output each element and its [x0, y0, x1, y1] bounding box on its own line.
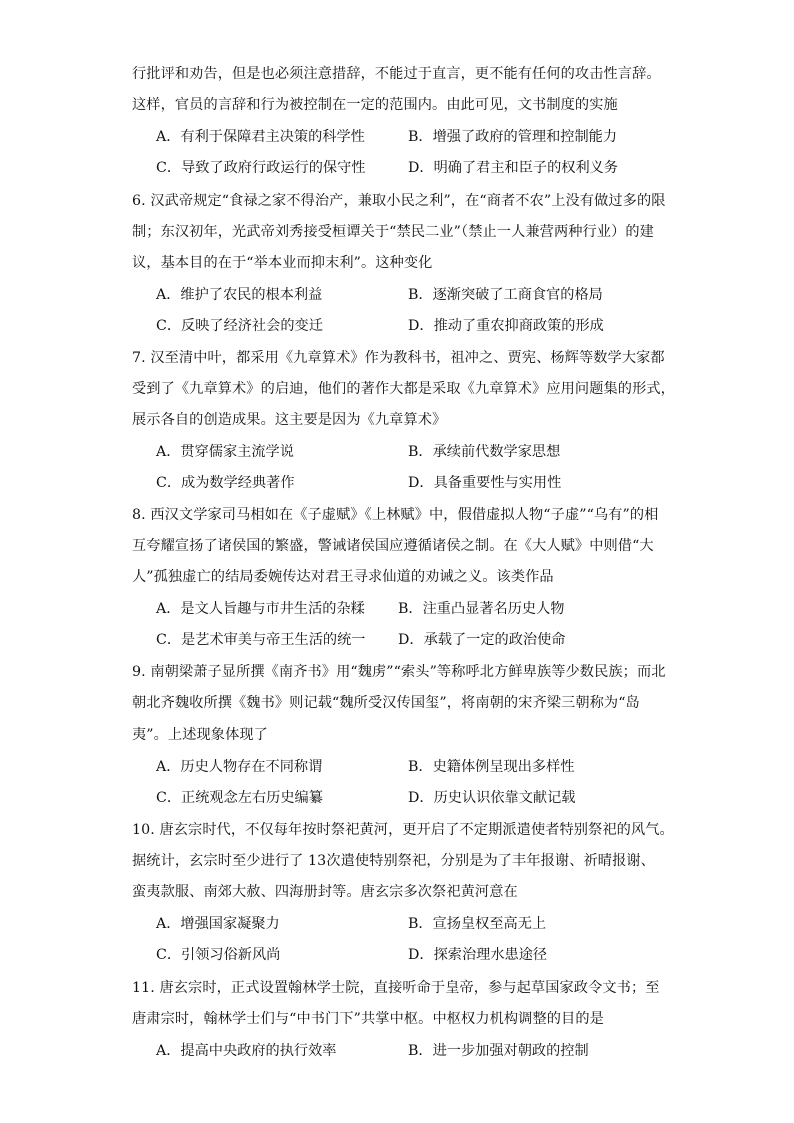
q5-option-b: B．增强了政府的管理和控制能力	[408, 129, 618, 145]
q7-option-a: A．贯穿儒家主流学说	[156, 444, 294, 460]
q9-option-b: B．史籍体例呈现出多样性	[408, 759, 575, 775]
q5-text-line-2: 这样，官员的言辞和行为被控制在一定的范围内。由此可见，文书制度的实施	[132, 97, 618, 113]
q7-option-c: C．成为数学经典著作	[156, 475, 295, 491]
q8-option-a: A．是文人旨趣与市井生活的杂糅	[156, 601, 365, 617]
q10-option-b: B．宣扬皇权至高无上	[408, 916, 547, 932]
q5-option-c: C．导致了政府行政运行的保守性	[156, 160, 366, 176]
q8-option-d: D．承载了一定的政治使命	[398, 632, 566, 648]
q8-text-line-1: 8. 西汉文学家司马相如在《子虚赋》《上林赋》中，假借虚拟人物“子虚”“乌有”的相	[132, 507, 659, 523]
q7-text-line-3: 展示各自的创造成果。这主要是因为《九章算术》	[132, 412, 447, 428]
q6-text-line-3: 议，基本目的在于“举本业而抑末利”。这种变化	[132, 255, 433, 271]
q6-option-c: C．反映了经济社会的变迁	[156, 318, 323, 334]
q9-text-line-2: 朝北齐魏收所撰《魏书》则记载“魏所受汉传国玺”，将南朝的宋齐梁三朝称为“岛	[132, 695, 640, 711]
q7-option-b: B．承续前代数学家思想	[408, 444, 561, 460]
q9-text-line-3: 夷”。上述现象体现了	[132, 727, 268, 743]
q9-option-a: A．历史人物存在不同称谓	[156, 759, 323, 775]
q10-option-a: A．增强国家凝聚力	[156, 916, 280, 932]
q8-text-line-3: 人”孤独虚亡的结局委婉传达对君王寻求仙道的劝诫之义。该类作品	[132, 569, 554, 585]
q10-option-c: C．引领习俗新风尚	[156, 947, 281, 963]
q8-text-line-2: 互夸耀宣扬了诸侯国的繁盛，警诫诸侯国应遵循诸侯之制。在《大人赋》中则借“大	[132, 538, 654, 554]
q11-option-b: B．进一步加强对朝政的控制	[408, 1043, 589, 1059]
q9-option-d: D．历史认识依靠文献记载	[408, 790, 576, 806]
q7-text-line-1: 7. 汉至清中叶，都采用《九章算术》作为教科书，祖冲之、贾宪、杨辉等数学大家都	[132, 350, 665, 366]
q11-text-line-2: 唐肃宗时，翰林学士们与“中书门下”共掌中枢。中枢权力机构调整的目的是	[132, 1011, 604, 1027]
q9-text-line-1: 9. 南朝梁萧子显所撰《南齐书》用“魏虏”“索头”等称呼北方鲜卑族等少数民族；而北	[132, 664, 666, 680]
q5-text-line-1: 行批评和劝告，但是也必须注意措辞，不能过于直言，更不能有任何的攻击性言辞。	[132, 66, 661, 82]
q6-option-d: D．推动了重农抑商政策的形成	[408, 318, 604, 334]
q7-option-d: D．具备重要性与实用性	[408, 475, 562, 491]
q10-text-line-2: 据统计，玄宗时至少进行了 13次遣使特别祭祀，分别是为了丰年报谢、祈晴报谢、	[132, 853, 655, 869]
q8-option-c: C．是艺术审美与帝王生活的统一	[156, 632, 366, 648]
q6-text-line-2: 制；东汉初年，光武帝刘秀接受桓谭关于“禁民二业”（禁止一人兼营两种行业）的建	[132, 224, 654, 240]
q7-text-line-2: 受到了《九章算术》的启迪，他们的著作大都是采取《九章算术》应用问题集的形式，	[132, 381, 675, 397]
q10-text-line-1: 10. 唐玄宗时代，不仅每年按时祭祀黄河，更开启了不定期派遣使者特别祭祀的风气。	[132, 822, 674, 838]
q6-option-b: B．逐渐突破了工商食官的格局	[408, 287, 603, 303]
q10-text-line-3: 蛮夷款服、南郊大赦、四海册封等。唐玄宗多次祭祀黄河意在	[132, 884, 518, 900]
q11-option-a: A．提高中央政府的执行效率	[156, 1043, 337, 1059]
q8-option-b: B．注重凸显著名历史人物	[398, 601, 565, 617]
q10-option-d: D．探索治理水患途径	[408, 947, 548, 963]
q6-text-line-1: 6. 汉武帝规定“食禄之家不得治产，兼取小民之利”，在“商者不农”上没有做过多的限	[132, 193, 666, 209]
q5-option-d: D．明确了君主和臣子的权利义务	[408, 160, 619, 176]
q11-text-line-1: 11. 唐玄宗时，正式设置翰林学士院，直接听命于皇帝，参与起草国家政令文书；至	[132, 980, 660, 996]
q6-option-a: A．维护了农民的根本利益	[156, 287, 323, 303]
q5-option-a: A．有利于保障君主决策的科学性	[156, 129, 365, 145]
q9-option-c: C．正统观念左右历史编纂	[156, 790, 323, 806]
